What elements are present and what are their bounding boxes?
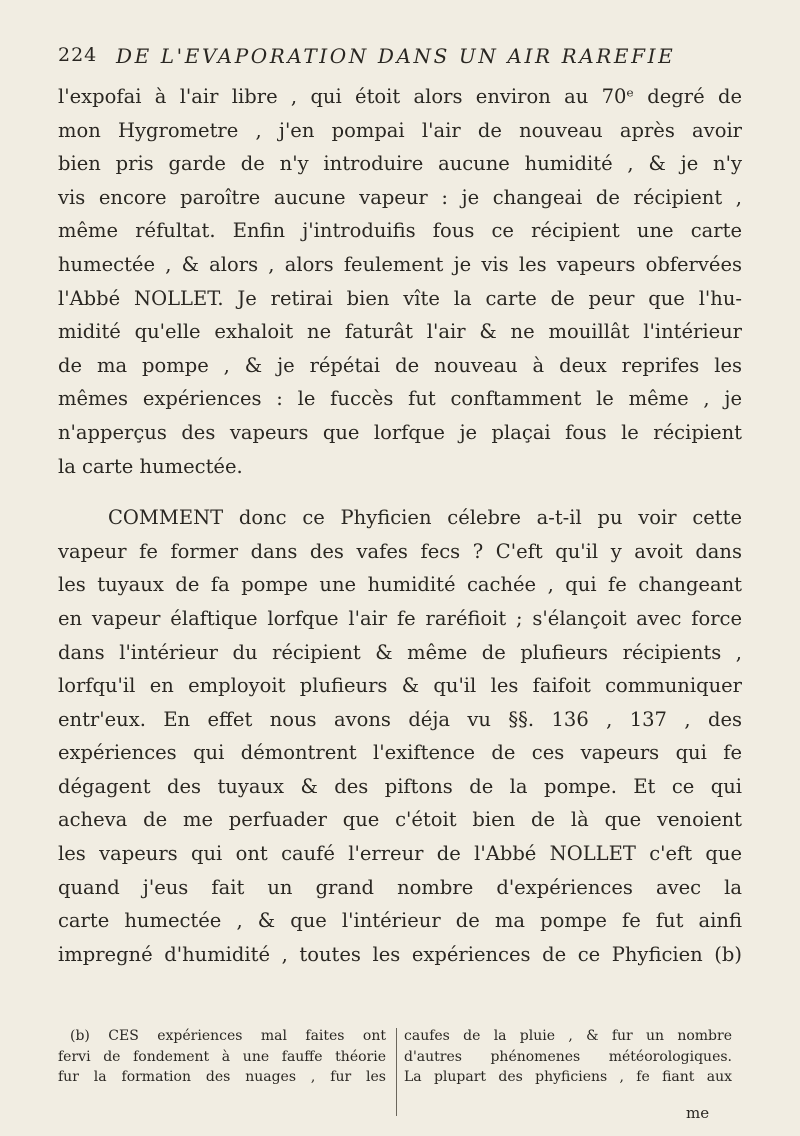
text-line: expériences qui démontrent l'exiftence de ces vapeurs qui fe — [58, 741, 742, 765]
text-line: bien pris garde de n'y introduire aucune humidité , & je n'y — [58, 152, 742, 176]
footnote-line: fur la formation des nuages , fur les — [58, 1069, 386, 1085]
text-line: lorfqu'il en employoit plufieurs & qu'il les faifoit communiquer — [58, 674, 742, 698]
text-line: n'apperçus des vapeurs que lorfque je plaçai fous le récipient — [58, 420, 742, 444]
text-line: entr'eux. En effet nous avons déja vu §§. 136 , 137 , des — [58, 707, 742, 731]
text-line: dans l'intérieur du récipient & même de plufieurs récipients , — [58, 640, 742, 664]
footnote — [58, 1026, 742, 1126]
footnote-line: caufes de la pluie , & fur un nombre — [404, 1028, 732, 1044]
text-line: quand j'eus fait un grand nombre d'expériences avec la — [58, 875, 742, 899]
footnote-left-column — [58, 1026, 386, 1088]
text-line: de ma pompe , & je répétai de nouveau à deux reprifes les — [58, 353, 742, 377]
paragraph-2 — [58, 501, 742, 971]
text-line: acheva de me perfuader que c'étoit bien de là que venoient — [58, 808, 742, 832]
catchword: me — [686, 1104, 710, 1122]
text-line: les vapeurs qui ont caufé l'erreur de l'Abbé NOLLET c'eft que — [58, 842, 742, 866]
running-title: DE L'EVAPORATION DANS UN AIR RAREFIE — [116, 44, 676, 68]
column-divider — [396, 1028, 397, 1116]
text-line: l'expofai à l'air libre , qui étoit alors environ au 70ᵉ degré de — [58, 85, 742, 108]
text-line: midité qu'elle exhaloit ne faturât l'air & ne mouillât l'intérieur — [58, 320, 742, 344]
text-line: impregné d'humidité , toutes les expériences de ce Phyficien (b) — [58, 942, 742, 966]
footnote-line: fervi de fondement à une fauffe théorie — [58, 1048, 386, 1065]
text-line: mon Hygrometre , j'en pompai l'air de nouveau après avoir — [58, 118, 742, 142]
footnote-line: d'autres phénomenes météorologiques. — [404, 1048, 732, 1065]
footnote-line: (b) CES expériences mal faites ont — [70, 1028, 386, 1044]
text-line: dégagent des tuyaux & des piftons de la pompe. Et ce qui — [58, 774, 742, 798]
text-line: en vapeur élaftique lorfque l'air fe raréfioit ; s'élançoit avec force — [58, 606, 742, 630]
running-header — [58, 40, 698, 72]
text-line: la carte humectée. — [58, 454, 243, 478]
text-line: COMMENT donc ce Phyficien célebre a-t-il pu voir cette — [108, 506, 742, 530]
paragraph-gap — [58, 483, 742, 501]
main-text — [58, 80, 742, 971]
footnote-line: La plupart des phyficiens , fe fiant aux — [404, 1069, 732, 1085]
text-line: les tuyaux de fa pompe une humidité cachée , qui fe changeant — [58, 573, 742, 597]
text-line: humectée , & alors , alors feulement je vis les vapeurs obfervées — [58, 252, 742, 276]
paragraph-1 — [58, 80, 742, 483]
text-line: vapeur fe former dans des vafes fecs ? C'eft qu'il y avoit dans — [58, 539, 742, 563]
page-number: 224 — [58, 44, 98, 66]
text-line: mêmes expériences : le fuccès fut conftamment le même , je — [58, 387, 742, 411]
footnote-right-column — [404, 1026, 732, 1088]
text-line: vis encore paroître aucune vapeur : je changeai de récipient , — [58, 185, 742, 209]
text-line: carte humectée , & que l'intérieur de ma pompe fe fut ainfi — [58, 909, 742, 933]
text-line: même réfultat. Enfin j'introduifis fous ce récipient une carte — [58, 219, 742, 243]
text-line: l'Abbé NOLLET. Je retirai bien vîte la carte de peur que l'hu- — [58, 286, 742, 310]
